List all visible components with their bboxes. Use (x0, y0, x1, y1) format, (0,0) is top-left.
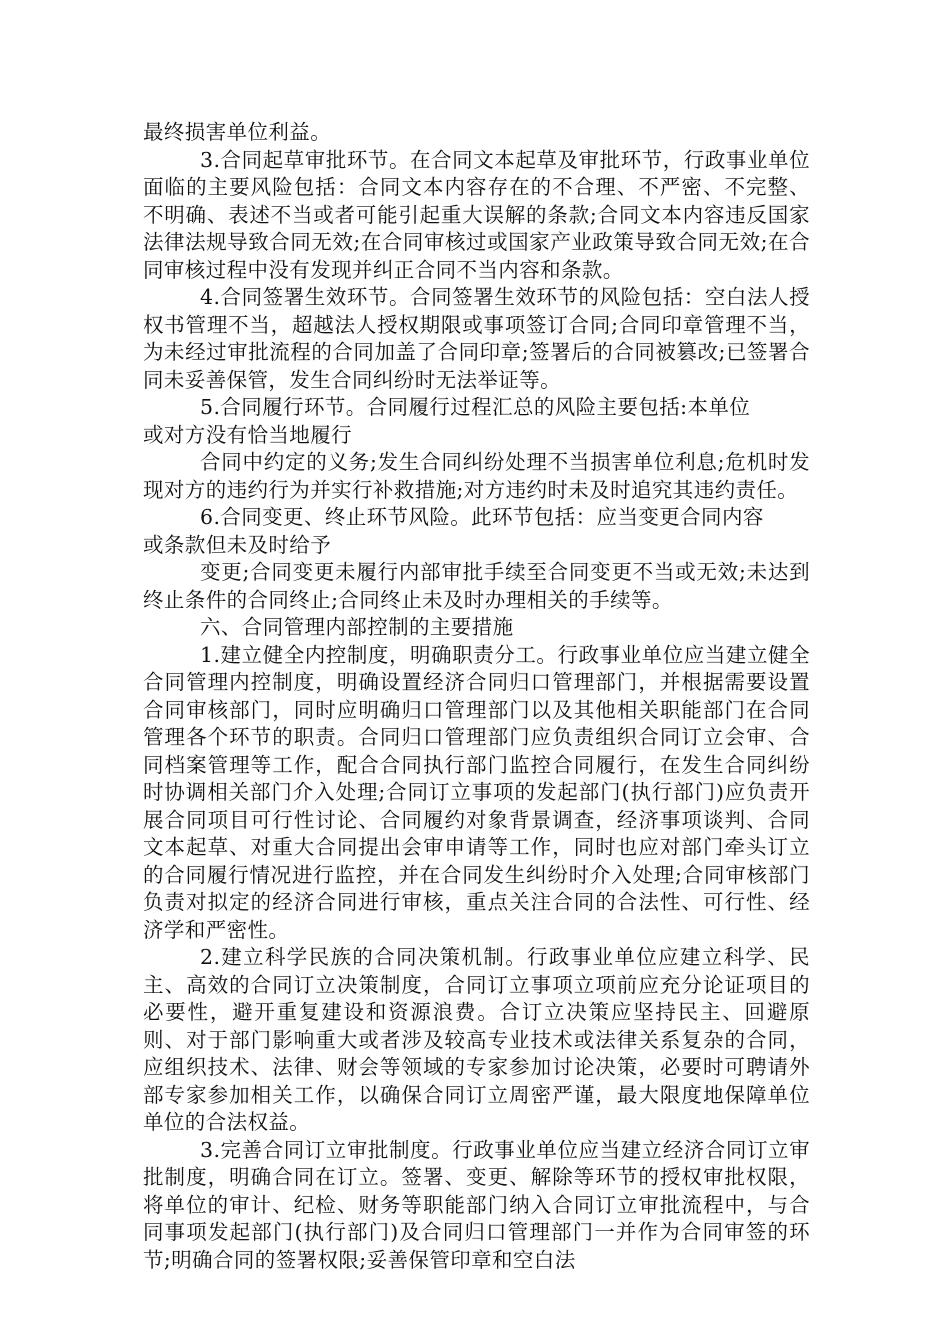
paragraph-contract-performance-cont: 合同中约定的义务;发生合同纠纷处理不当损害单位利息;危机时发现对方的违约行为并实行补救措施;对方违约时未及时追究其违约责任。 (143, 450, 810, 502)
paragraph-continuation: 最终损害单位利益。 (143, 120, 332, 144)
paragraph-contract-drafting: 3.合同起草审批环节。在合同文本起草及审批环节，行政事业单位面临的主要风险包括：合同文本内容存在的不合理、不严密、不完整、不明确、表述不当或者可能引起重大误解的条款;合同文本内容违反国家法律法规导致合同无效;在合同审核过或国家产业政策导致合同无效;在合同审核过程中没有发现并纠正合同不当内容和条款。 (143, 147, 810, 282)
paragraph-contract-performance-line1: 5.合同履行环节。合同履行过程汇总的风险主要包括:本单位 (200, 395, 751, 419)
paragraph-measure-1: 1.建立健全内控制度，明确职责分工。行政事业单位应当建立健全合同管理内控制度，明确设置经济合同归口管理部门，并根据需要设置合同审核部门，同时应明确归口管理部门以及其他相关职能部门在合同管理各个环节的职责。合同归口管理部门应负责组织合同订立会审、合同档案管理等工作，配合合同执行部门监控合同履行，在发生合同纠纷时协调相关部门介入处理;合同订立事项的发起部门(执行部门)应负责开展合同项目可行性讨论、合同履约对象背景调查，经济事项谈判、合同文本起草、对重大合同提出会审申请等工作，同时也应对部门牵头订立的合同履行情况进行监控，并在合同发生纠纷时介入处理;合同审核部门负责对拟定的经济合同进行审核，重点关注合同的合法性、可行性、经济学和严密性。 (143, 642, 810, 942)
paragraph-contract-signing: 4.合同签署生效环节。合同签署生效环节的风险包括：空白法人授权书管理不当，超越法人授权期限或事项签订合同;合同印章管理不当，为未经过审批流程的合同加盖了合同印章;签署后的合同被篡改;已签署合同未妥善保管，发生合同纠纷时无法举证等。 (143, 285, 810, 392)
paragraph-contract-change-cont: 变更;合同变更未履行内部审批手续至合同变更不当或无效;未达到终止条件的合同终止;合同终止未及时办理相关的手续等。 (143, 560, 810, 612)
paragraph-contract-change-line2: 或条款但未及时给予 (143, 532, 332, 557)
paragraph-measure-3: 3.完善合同订立审批制度。行政事业单位应当建立经济合同订立审批制度，明确合同在订立。签署、变更、解除等环节的授权审批权限，将单位的审计、纪检、财务等职能部门纳入合同订立审批流程中，与合同事项发起部门(执行部门)及合同归口管理部门一并作为合同审签的环节;明确合同的签署权限;妥善保管印章和空白法 (143, 1137, 810, 1272)
paragraph-measure-2: 2.建立科学民族的合同决策机制。行政事业单位应建立科学、民主、高效的合同订立决策制度，合同订立事项立项前应充分论证项目的必要性，避开重复建设和资源浪费。合订立决策应坚持民主、回避原则、对于部门影响重大或者涉及较高专业技术或法律关系复杂的合同，应组织技术、法律、财会等领域的专家参加讨论决策，必要时可聘请外部专家参加相关工作，以确保合同订立周密严谨，最大限度地保障单位单位的合法权益。 (143, 945, 810, 1134)
paragraph-contract-change-line1: 6.合同变更、终止环节风险。此环节包括：应当变更合同内容 (200, 505, 764, 529)
document-body (143, 119, 810, 1274)
section-heading-six: 六、合同管理内部控制的主要措施 (200, 615, 514, 639)
paragraph-contract-performance-line2: 或对方没有恰当地履行 (143, 422, 352, 447)
